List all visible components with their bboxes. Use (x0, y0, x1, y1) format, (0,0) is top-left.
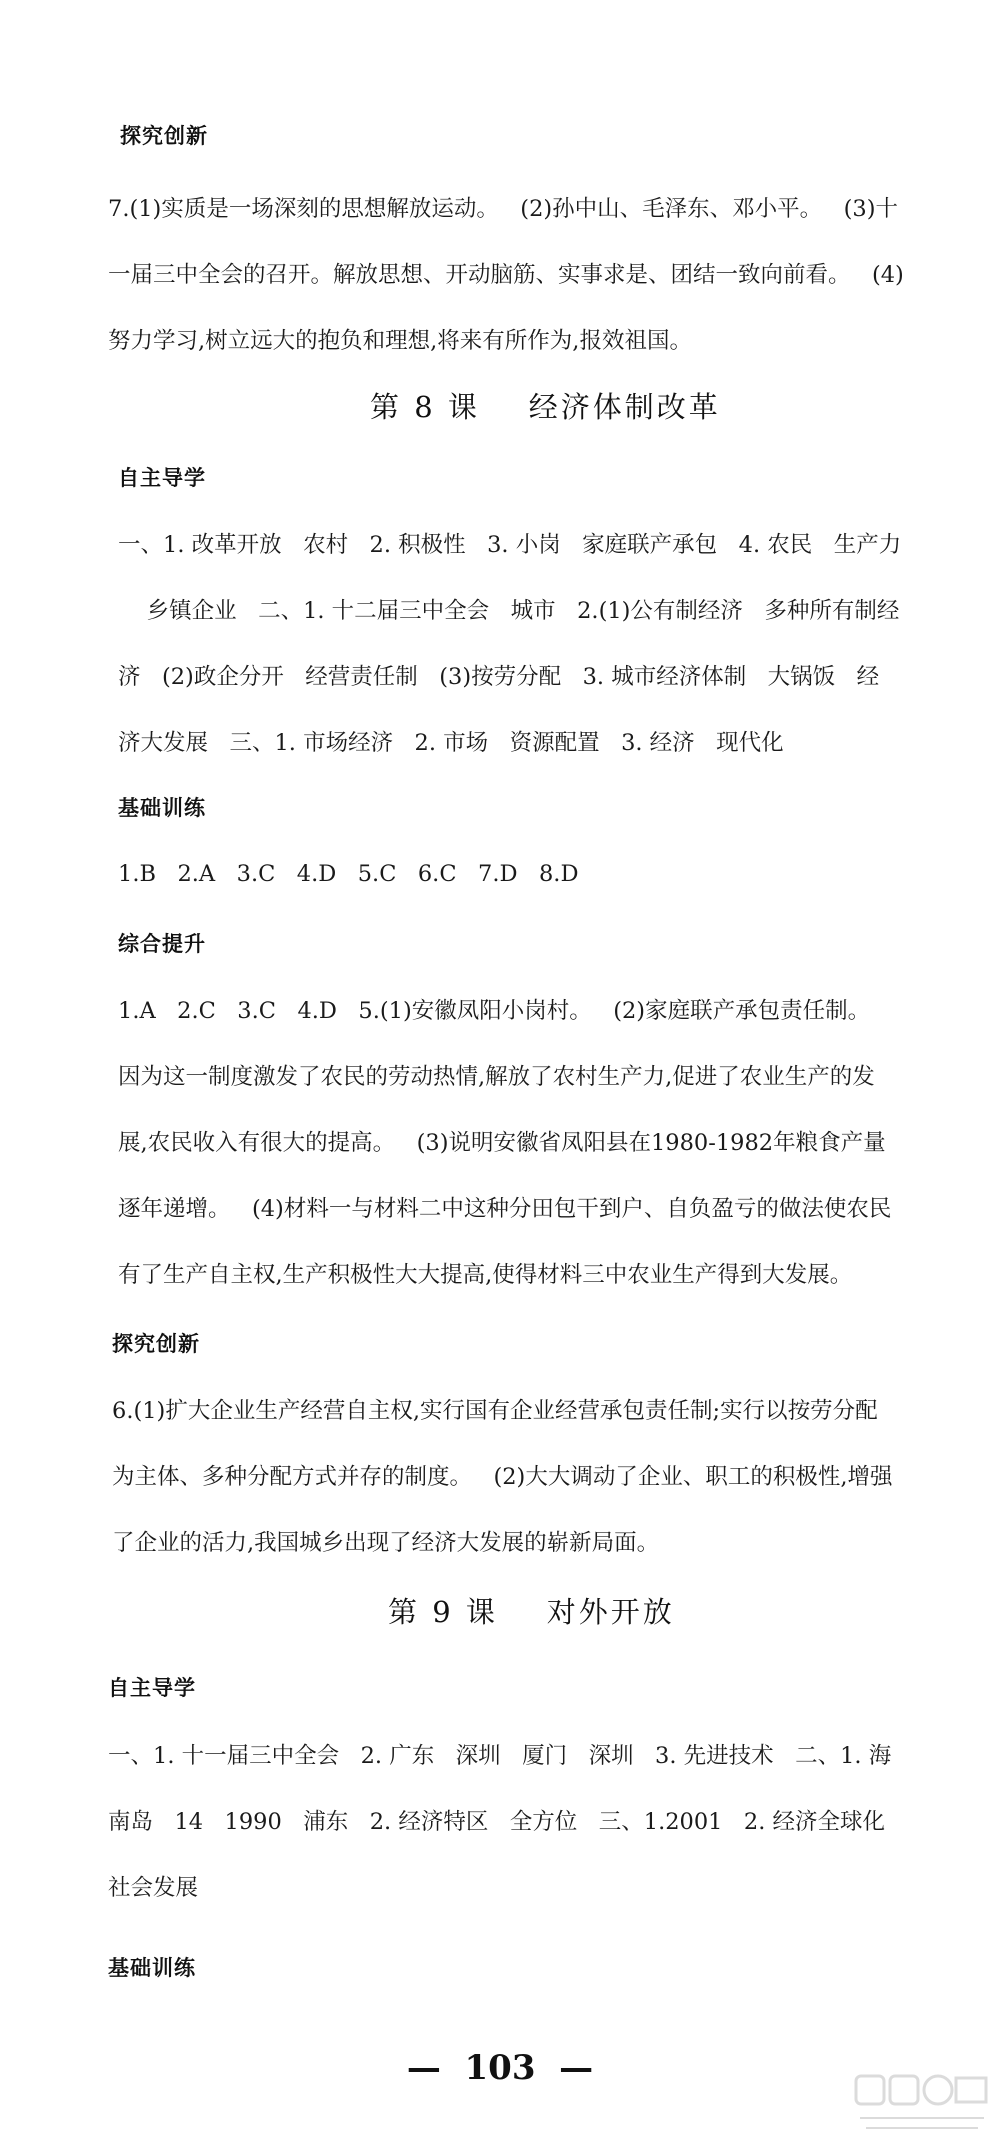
text-line: 展,农民收入有很大的提高。 (3)说明安徽省凤阳县在1980-1982年粮食产量 (118, 1130, 886, 1156)
paragraph-self-study-answers-9 (108, 1723, 891, 1921)
page-number: — 103 — (406, 2048, 594, 2088)
text-line: 有了生产自主权,生产积极性大大提高,使得材料三中农业生产得到大发展。 (118, 1262, 853, 1288)
section-heading-basic-training-9: 基础训练 (108, 1956, 196, 1980)
text-line: 6.(1)扩大企业生产经营自主权,实行国有企业经营承包责任制;实行以按劳分配 (112, 1398, 878, 1424)
section-heading-exploration: 探究创新 (120, 124, 208, 148)
text-line: 社会发展 (108, 1875, 199, 1901)
text-line: 一届三中全会的召开。解放思想、开动脑筋、实事求是、团结一致向前看。 (4) (108, 262, 904, 288)
lesson-title-8: 第 8 课 经济体制改革 (370, 390, 721, 424)
text-line: 为主体、多种分配方式并存的制度。 (2)大大调动了企业、职工的积极性,增强 (112, 1464, 893, 1490)
paragraph-exploration-answers-7 (108, 176, 904, 374)
text-line: 1.A 2.C 3.C 4.D 5.(1)安徽凤阳小岗村。 (2)家庭联产承包责任制。 (118, 998, 871, 1024)
paragraph-comprehensive-answers-8 (118, 978, 891, 1308)
text-line: 逐年递增。 (4)材料一与材料二中这种分田包干到户、自负盈亏的做法使农民 (118, 1196, 892, 1222)
paragraph-exploration-answers-8 (112, 1378, 892, 1576)
text-line: 一、1. 改革开放 农村 2. 积极性 3. 小岗 家庭联产承包 4. 农民 生产力 (118, 532, 902, 558)
text-line: 努力学习,树立远大的抱负和理想,将来有所作为,报效祖国。 (108, 328, 692, 354)
section-heading-basic-training: 基础训练 (118, 796, 206, 820)
text-line: 7.(1)实质是一场深刻的思想解放运动。 (2)孙中山、毛泽东、邓小平。 (3)十 (108, 196, 898, 222)
text-line: 一、1. 十一届三中全会 2. 广东 深圳 厦门 深圳 3. 先进技术 二、1. 海 (108, 1743, 892, 1769)
section-heading-exploration-8: 探究创新 (112, 1332, 200, 1356)
paragraph-basic-training-answers-8 (118, 841, 578, 907)
text-line: 济大发展 三、1. 市场经济 2. 市场 资源配置 3. 经济 现代化 (118, 730, 784, 756)
text-line: 南岛 14 1990 浦东 2. 经济特区 全方位 三、1.2001 2. 经济全球化 (108, 1809, 886, 1835)
section-heading-comprehensive: 综合提升 (118, 932, 206, 956)
paragraph-self-study-answers-8 (118, 512, 901, 776)
text-line: 因为这一制度激发了农民的劳动热情,解放了农村生产力,促进了农业生产的发 (118, 1064, 875, 1090)
answer-site-logo-icon (852, 2070, 992, 2140)
lesson-title-9: 第 9 课 对外开放 (388, 1595, 675, 1629)
text-line: 济 (2)政企分开 经营责任制 (3)按劳分配 3. 城市经济体制 大锅饭 经 (118, 664, 880, 690)
section-heading-self-study: 自主导学 (118, 466, 206, 490)
text-line: 乡镇企业 二、1. 十二届三中全会 城市 2.(1)公有制经济 多种所有制经 (118, 598, 900, 624)
text-line: 了企业的活力,我国城乡出现了经济大发展的崭新局面。 (112, 1530, 660, 1556)
section-heading-self-study-9: 自主导学 (108, 1676, 196, 1700)
text-line: 1.B 2.A 3.C 4.D 5.C 6.C 7.D 8.D (118, 861, 579, 887)
